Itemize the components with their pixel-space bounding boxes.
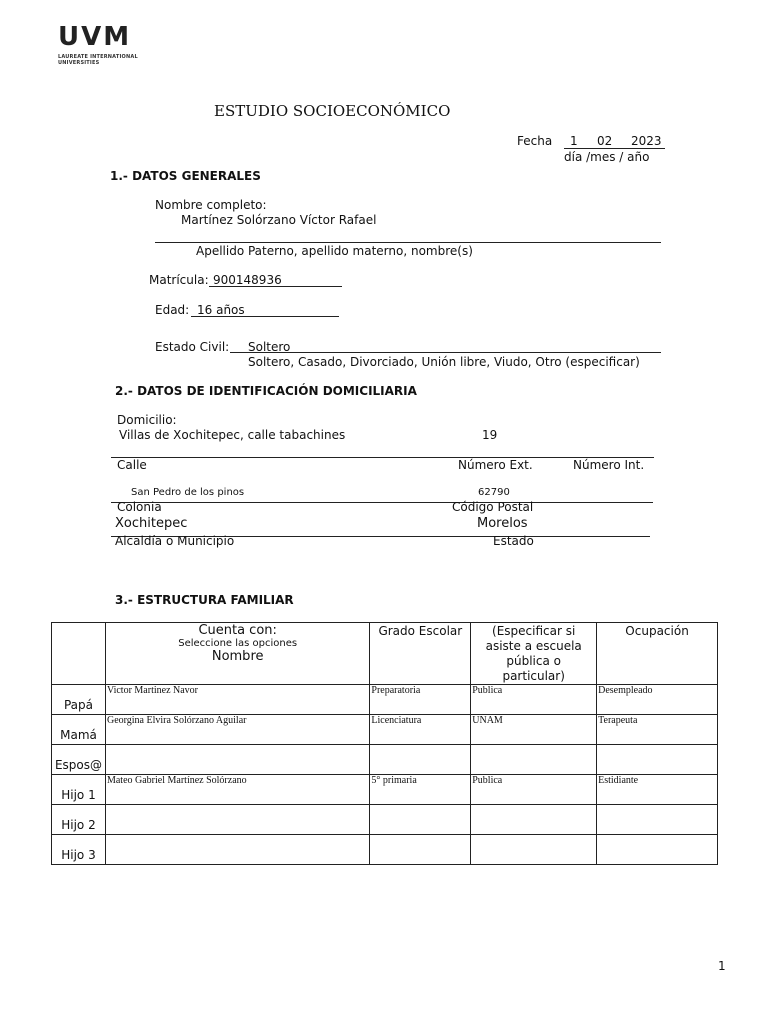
row-grado[interactable]: 5° primaria <box>370 775 471 805</box>
row-nombre[interactable] <box>105 835 369 865</box>
row-escuela[interactable] <box>471 835 597 865</box>
calle-label: Calle <box>117 458 147 472</box>
estado-civil-caption: Soltero, Casado, Divorciado, Unión libre, Viudo, Otro (especificar) <box>248 355 640 369</box>
header-especificar: (Especificar si asiste a escuela pública o particular) <box>485 624 582 683</box>
page-number: 1 <box>718 959 726 973</box>
colonia-value: San Pedro de los pinos <box>131 487 245 498</box>
row-nombre[interactable]: Mateo Gabriel Martínez Solórzano <box>105 775 369 805</box>
header-empty-cell <box>52 623 106 685</box>
row-relation: Hijo 2 <box>52 805 106 835</box>
header-seleccione: Seleccione las opciones <box>178 638 298 649</box>
table-row <box>52 835 718 865</box>
estado-label: Estado <box>493 534 534 548</box>
fecha-mes: 02 <box>597 134 613 148</box>
row-relation: Hijo 1 <box>52 775 106 805</box>
cp-label: Código Postal <box>452 500 534 514</box>
nombre-value: Martínez Solórzano Víctor Rafael <box>181 213 377 227</box>
section-1-heading: 1.- DATOS GENERALES <box>110 169 261 183</box>
row-relation: Espos@ <box>52 745 106 775</box>
table-row <box>52 775 718 805</box>
row-grado[interactable]: Preparatoria <box>370 685 471 715</box>
header-grado-cell <box>370 623 471 685</box>
nombre-underline <box>155 242 661 243</box>
colonia-label: Colonia <box>117 500 162 514</box>
row-ocupacion[interactable]: Estidiante <box>597 775 718 805</box>
row-ocupacion[interactable] <box>597 835 718 865</box>
row-escuela[interactable]: Publica <box>471 685 597 715</box>
header-ocupacion: Ocupación <box>625 624 689 638</box>
edad-value: 16 años <box>197 303 245 317</box>
row-relation: Papá <box>52 685 106 715</box>
row-nombre[interactable]: Georgina Elvira Solórzano Aguilar <box>105 715 369 745</box>
document-title: ESTUDIO SOCIOECONÓMICO <box>214 102 451 120</box>
calle-value: Villas de Xochitepec, calle tabachines <box>119 428 346 442</box>
section-2-heading: 2.- DATOS DE IDENTIFICACIÓN DOMICILIARIA <box>115 384 417 398</box>
row-escuela[interactable] <box>471 805 597 835</box>
fecha-caption: día /mes / año <box>564 150 650 164</box>
edad-label: Edad: <box>155 303 190 317</box>
header-cuenta: Cuenta con: <box>198 623 277 638</box>
row-nombre[interactable] <box>105 745 369 775</box>
fecha-anio: 2023 <box>631 134 662 148</box>
nombre-caption: Apellido Paterno, apellido materno, nombre(s) <box>196 244 473 258</box>
row-ocupacion[interactable]: Desempleado <box>597 685 718 715</box>
row-ocupacion[interactable] <box>597 745 718 775</box>
fecha-label: Fecha <box>517 134 553 148</box>
estado-value: Morelos <box>477 516 528 531</box>
row-relation: Hijo 3 <box>52 835 106 865</box>
municipio-label: Alcaldía o Municipio <box>115 534 235 548</box>
section-3-heading: 3.- ESTRUCTURA FAMILIAR <box>115 593 294 607</box>
row-nombre[interactable] <box>105 805 369 835</box>
row-escuela[interactable]: Publica <box>471 775 597 805</box>
num-ext-value: 19 <box>482 428 498 442</box>
table-row <box>52 685 718 715</box>
row-grado[interactable]: Licenciatura <box>370 715 471 745</box>
row-ocupacion[interactable] <box>597 805 718 835</box>
row-grado[interactable] <box>370 745 471 775</box>
table-row <box>52 745 718 775</box>
row-grado[interactable] <box>370 805 471 835</box>
nombre-label: Nombre completo: <box>155 198 267 212</box>
header-nombre-cell <box>105 623 369 685</box>
row-nombre[interactable]: Victor Martinez Navor <box>105 685 369 715</box>
edad-underline <box>191 316 339 317</box>
row-relation: Mamá <box>52 715 106 745</box>
uvm-logo <box>50 18 158 74</box>
num-ext-label: Número Ext. <box>458 458 533 472</box>
header-nombre: Nombre <box>211 649 264 664</box>
colonia-underline <box>111 502 653 503</box>
header-grado: Grado Escolar <box>378 624 463 638</box>
fecha-underline <box>564 148 665 149</box>
row-escuela[interactable]: UNAM <box>471 715 597 745</box>
estado-civil-underline <box>230 352 661 353</box>
logo-text: UVM <box>58 22 132 52</box>
table-row <box>52 715 718 745</box>
matricula-value: 900148936 <box>213 273 282 287</box>
logo-subtitle: LAUREATE INTERNATIONAL UNIVERSITIES <box>58 54 138 66</box>
municipio-value: Xochitepec <box>115 516 188 531</box>
fecha-dia: 1 <box>570 134 578 148</box>
estado-civil-label: Estado Civil: <box>155 340 230 354</box>
row-grado[interactable] <box>370 835 471 865</box>
header-especificar-cell <box>471 623 597 685</box>
matricula-underline <box>209 286 342 287</box>
cp-value: 62790 <box>478 487 510 498</box>
table-header-row <box>52 623 718 685</box>
table-row <box>52 805 718 835</box>
header-ocupacion-cell <box>597 623 718 685</box>
matricula-label: Matrícula: <box>149 273 209 287</box>
num-int-label: Número Int. <box>573 458 645 472</box>
row-ocupacion[interactable]: Terapeuta <box>597 715 718 745</box>
row-escuela[interactable] <box>471 745 597 775</box>
family-table <box>51 622 718 865</box>
domicilio-label: Domicilio: <box>117 413 177 427</box>
estado-civil-value: Soltero <box>248 340 291 354</box>
